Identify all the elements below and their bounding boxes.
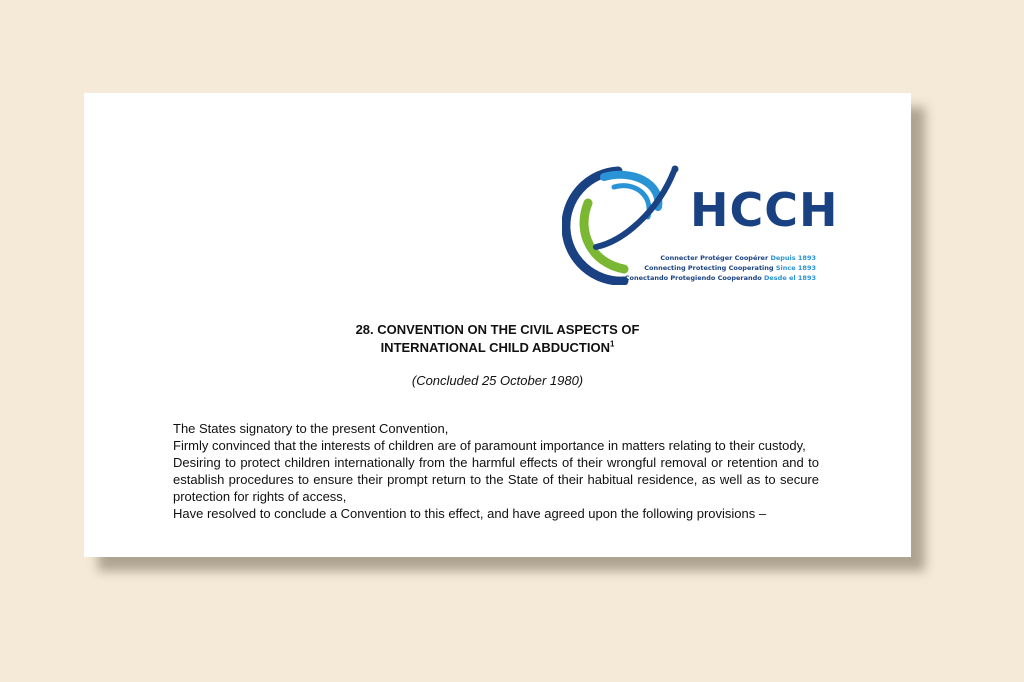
preamble-paragraph: The States signatory to the present Convention,: [173, 421, 449, 436]
tagline-spanish-since: Desde el 1893: [764, 274, 816, 282]
preamble-paragraph: Have resolved to conclude a Convention to this effect, and have agreed upon the following provisions –: [173, 506, 767, 521]
hcch-logo: [562, 163, 839, 285]
tagline-spanish: [625, 274, 816, 282]
tagline-french: [660, 254, 816, 262]
title-line-2-text: INTERNATIONAL CHILD ABDUCTION: [380, 340, 610, 355]
concluded-date: (Concluded 25 October 1980): [411, 373, 584, 388]
footnote-marker: 1: [609, 339, 615, 349]
hcch-wordmark: HCCH: [690, 183, 839, 237]
tagline-french-text: Connecter Protéger Coopérer: [660, 254, 769, 262]
title-line-2: [84, 339, 911, 357]
preamble: [173, 420, 819, 522]
tagline-french-since: Depuis 1893: [770, 254, 816, 262]
tagline-spanish-text: Conectando Protegiendo Cooperando: [624, 274, 762, 282]
preamble-paragraph: Desiring to protect children internationally from the harmful effects of their wrongful removal or retention and to establish procedures to ensure their prompt return to the State of their habitual residence, as well as to secure protection for rights of access,: [173, 455, 819, 504]
title-line-1: 28. CONVENTION ON THE CIVIL ASPECTS OF: [355, 322, 640, 337]
tagline-english: [644, 264, 816, 272]
tagline-english-since: Since 1893: [775, 264, 816, 272]
preamble-paragraph: Firmly convinced that the interests of children are of paramount importance in matters relating to their custody,: [173, 438, 806, 453]
document-page: [84, 93, 911, 557]
document-title: [84, 321, 911, 357]
tagline-english-text: Connecting Protecting Cooperating: [644, 264, 774, 272]
